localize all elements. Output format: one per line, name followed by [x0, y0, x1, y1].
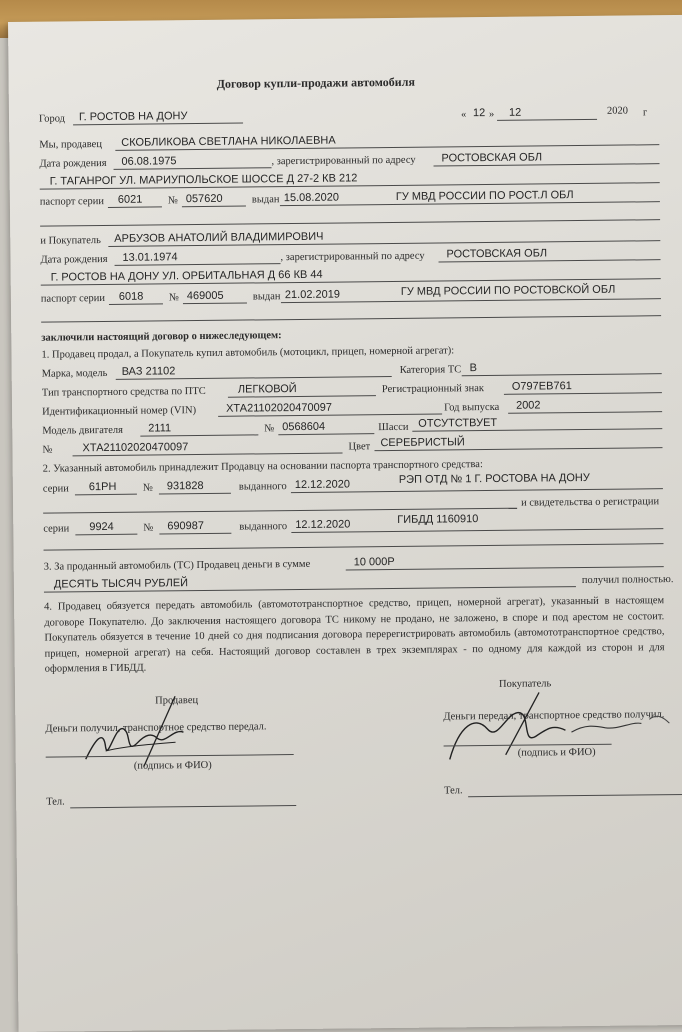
vehicle-make-label: Марка, модель	[41, 367, 108, 380]
seller-tel-line	[70, 805, 296, 808]
vehicle-year-line	[508, 411, 662, 414]
buyer-issued-label: выдан	[252, 291, 281, 303]
seller-passport-series: 6021	[117, 193, 143, 206]
vehicle-color: СЕРЕБРИСТЫЙ	[380, 436, 465, 450]
seller-sign-caption: (подпись и ФИО)	[133, 759, 212, 772]
seller-address: Г. ТАГАНРОГ УЛ. МАРИУПОЛЬСКОЕ ШОССЕ Д 27-2 КВ 212	[49, 172, 358, 188]
cert-issued-date: 12.12.2020	[295, 518, 351, 532]
pts-series-label: серии	[42, 483, 69, 495]
seller-sign-label: Продавец	[155, 695, 199, 707]
buyer-passport-series-line	[109, 303, 163, 305]
seller-passport-series-line	[108, 206, 162, 208]
date-open-quote: «	[460, 109, 467, 121]
vehicle-plate: О797ЕВ761	[511, 380, 572, 393]
buyer-passport-num-label: №	[168, 292, 179, 304]
buyer-sign-label: Покупатель	[498, 678, 552, 690]
vehicle-body: ХТА21102020470097	[82, 441, 189, 455]
contract-document	[8, 15, 682, 1032]
seller-name: СКОБЛИКОВА СВЕТЛАНА НИКОЛАЕВНА	[121, 134, 336, 149]
date-suffix: г	[642, 107, 648, 119]
pts-series-line	[75, 494, 137, 496]
clause-3-prefix: 3. За проданный автомобиль (ТС) Продавец деньги в сумме	[43, 558, 311, 573]
cert-label: и свидетельства о регистрации	[521, 496, 660, 509]
pts-issued-label: выданного	[238, 481, 287, 493]
buyer-sign-caption: (подпись и ФИО)	[517, 746, 596, 759]
buyer-address: Г. РОСТОВ НА ДОНУ УЛ. ОРБИТАЛЬНАЯ Д 66 КВ 44	[50, 268, 323, 284]
cert-series-line	[75, 534, 137, 536]
cert-num-line	[159, 533, 231, 535]
buyer-passport-series: 6018	[118, 290, 144, 303]
vehicle-plate-label: Регистрационный знак	[381, 383, 485, 396]
clause-3-amount: 10 000Р	[353, 555, 395, 569]
vehicle-body-label: №	[42, 444, 53, 456]
buyer-sign-text: Деньги передал, транспортное средство получил.	[443, 709, 665, 723]
date-month-line	[497, 119, 597, 121]
seller-passport-num: 057620	[185, 192, 223, 206]
clause-1: 1. Продавец продал, а Покупатель купил автомобиль (мотоцикл, прицеп, номерной агрегат):	[41, 345, 455, 361]
seller-intro: Мы, продавец	[39, 139, 102, 151]
cert-series-label: серии	[43, 523, 70, 535]
vehicle-category: В	[469, 362, 478, 375]
vehicle-category-label: Категория ТС	[399, 364, 462, 376]
cert-blank-line	[44, 543, 664, 550]
seller-tel-label: Тел.	[46, 796, 65, 808]
buyer-intro: и Покупатель	[40, 235, 101, 247]
seller-issued-label: выдан	[251, 194, 280, 206]
vehicle-engine-label: Модель двигателя	[42, 424, 123, 437]
buyer-blank-line	[41, 315, 661, 322]
buyer-birth-label: Дата рождения	[40, 253, 108, 266]
buyer-passport-num: 469005	[186, 289, 224, 303]
vehicle-type-line	[228, 395, 376, 398]
pts-issued-date: 12.12.2020	[294, 478, 350, 492]
vehicle-vin: ХТА21102020470097	[225, 401, 332, 415]
clause-3-words: ДЕСЯТЬ ТЫСЯЧ РУБЛЕЙ	[53, 577, 189, 591]
buyer-passport-num-line	[183, 303, 247, 305]
buyer-birth: 13.01.1974	[122, 251, 178, 264]
seller-issued-by: ГУ МВД РОССИИ ПО РОСТ.Л ОБЛ	[395, 189, 574, 203]
buyer-name: АРБУЗОВ АНАТОЛИЙ ВЛАДИМИРОВИЧ	[114, 230, 324, 245]
buyer-issued-date: 21.02.2019	[284, 288, 340, 302]
cert-num-label: №	[143, 522, 154, 534]
seller-passport-num-label: №	[167, 195, 178, 207]
clause-4: 4. Продавец обязуется передать автомобиль (автомототранспортное средство, прицеп, номерной агрегат), указанный в настоящем договоре Покупателю. До заключения настоящего договора ТС никому не продано, не заложено, в споре и под арестом не состоит. Покупатель обязуется в течение 10 дней со дня подписания договора перерегистрировать автомобиль (автомототранспортное средство, прицеп, номерной агрегат) на себя. Настоящий договор составлен в трех экземплярах - по одному для каждой из сторон и для оформления в ГИБДД.	[44, 595, 665, 675]
document-title: Договор купли-продажи автомобиля	[216, 74, 415, 91]
buyer-reg-label: , зарегистрированный по адресу	[280, 250, 425, 264]
date-close-quote: »	[488, 108, 495, 120]
vehicle-make: ВАЗ 21102	[121, 365, 176, 378]
date-year: 2020	[606, 105, 629, 117]
seller-reg-label: , зарегистрированный по адресу	[271, 154, 416, 168]
cert-series: 9924	[89, 520, 114, 534]
vehicle-vin-label: Идентификационный номер (VIN)	[42, 405, 197, 418]
buyer-tel-line	[468, 794, 682, 797]
vehicle-type: ЛЕГКОВОЙ	[237, 382, 297, 396]
vehicle-engine: 2111	[148, 422, 172, 435]
cert-num: 690987	[167, 519, 205, 533]
clause-2: 2. Указанный автомобиль принадлежит Продавцу на основании паспорта транспортного средства:	[42, 459, 483, 475]
vehicle-year-label: Год выпуска	[444, 401, 500, 414]
pts-num-line	[159, 493, 231, 495]
buyer-tel-label: Тел.	[444, 785, 463, 797]
pts-series: 61РН	[88, 480, 117, 494]
seller-passport-label: паспорт серии	[39, 196, 105, 208]
clause-3-suffix: получил полностью.	[581, 574, 674, 587]
seller-blank-line	[40, 219, 660, 226]
buyer-issued-by: ГУ МВД РОССИИ ПО РОСТОВСКОЙ ОБЛ	[400, 283, 616, 298]
pts-num-label: №	[142, 482, 153, 494]
vehicle-category-line	[462, 373, 662, 376]
seller-reg-region: РОСТОВСКАЯ ОБЛ	[441, 151, 543, 165]
date-month: 12	[508, 106, 522, 119]
pts-num: 931828	[166, 479, 204, 493]
seller-issued-date: 15.08.2020	[283, 191, 339, 205]
seller-passport-num-line	[182, 206, 246, 208]
vehicle-chassis: ОТСУТСТВУЕТ	[418, 416, 498, 430]
pts-issued-by: РЭП ОТД № 1 Г. РОСТОВА НА ДОНУ	[398, 471, 590, 486]
vehicle-year: 2002	[515, 399, 541, 412]
city-value: Г. РОСТОВ НА ДОНУ	[78, 110, 188, 124]
seller-sign-text: Деньги получил, транспортное средство передал.	[45, 721, 267, 735]
vehicle-engine-num-line	[278, 433, 374, 435]
city-label: Город	[38, 113, 66, 125]
buyer-passport-label: паспорт серии	[40, 292, 106, 305]
buyer-reg-region: РОСТОВСКАЯ ОБЛ	[446, 247, 548, 261]
cert-issued-by: ГИБДД 1160910	[397, 513, 479, 526]
concluded-heading: заключили настоящий договор о нижеследующем:	[41, 330, 282, 344]
date-day: 12	[472, 107, 486, 120]
vehicle-color-label: Цвет	[348, 441, 371, 453]
vehicle-engine-num-label: №	[264, 423, 275, 435]
vehicle-type-label: Тип транспортного средства по ПТС	[41, 385, 206, 399]
seller-birth-label: Дата рождения	[39, 157, 107, 170]
cert-issued-label: выданного	[239, 521, 288, 533]
vehicle-engine-num: 0568604	[282, 420, 326, 434]
vehicle-chassis-label: Шасси	[378, 421, 409, 434]
vehicle-engine-line	[140, 434, 258, 436]
seller-birth: 06.08.1975	[121, 155, 177, 168]
